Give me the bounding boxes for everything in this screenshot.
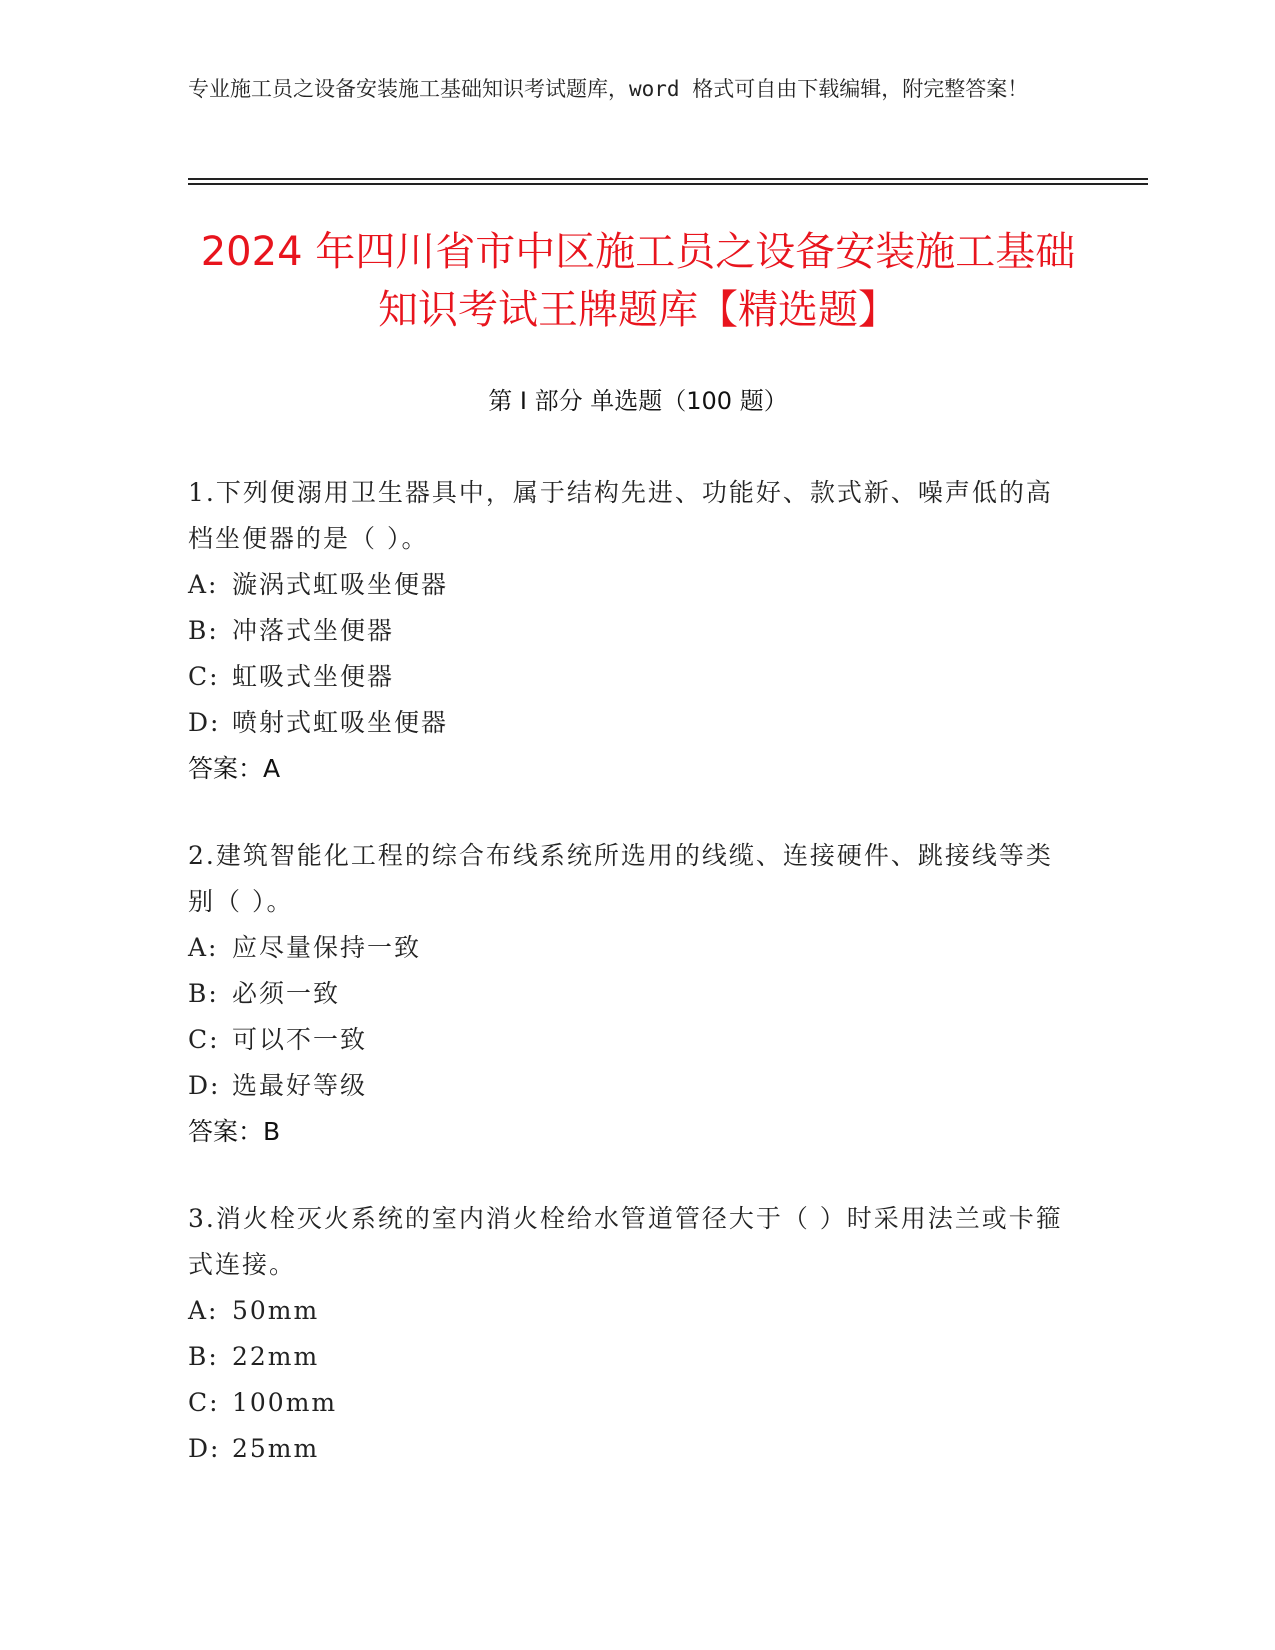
option-b [188, 1334, 1068, 1380]
option-text: 必须一致 [232, 979, 341, 1008]
option-letter: D: [188, 1071, 221, 1100]
option-c [188, 654, 1068, 700]
option-c [188, 1017, 1068, 1063]
option-letter: A: [188, 933, 219, 962]
option-letter: A: [188, 570, 219, 599]
option-letter: C: [188, 662, 220, 691]
option-text: 50mm [232, 1296, 320, 1325]
option-letter: C: [188, 1388, 220, 1417]
option-letter: B: [188, 616, 219, 645]
header-divider-top [188, 178, 1148, 180]
option-a [188, 925, 1068, 971]
question-3 [188, 1196, 1068, 1472]
option-letter: D: [188, 1434, 221, 1463]
option-letter: B: [188, 979, 219, 1008]
option-letter: D: [188, 708, 221, 737]
option-text: 可以不一致 [232, 1025, 368, 1054]
option-text: 25mm [232, 1434, 320, 1463]
option-a [188, 562, 1068, 608]
option-text: 应尽量保持一致 [232, 933, 422, 962]
section-heading: 第 I 部分 单选题（100 题） [488, 387, 788, 415]
option-d [188, 700, 1068, 746]
question-2 [188, 833, 1068, 1155]
option-letter: C: [188, 1025, 220, 1054]
question-stem: 1.下列便溺用卫生器具中，属于结构先进、功能好、款式新、噪声低的高档坐便器的是（ ）。 [188, 478, 1053, 553]
option-text: 虹吸式坐便器 [232, 662, 395, 691]
answer: 答案：A [188, 754, 281, 783]
option-b [188, 608, 1068, 654]
document-title: 2024 年四川省市中区施工员之设备安装施工基础知识考试王牌题库【精选题】 [200, 229, 1076, 333]
question-stem: 3.消火栓灭火系统的室内消火栓给水管道管径大于（ ）时采用法兰或卡箍式连接。 [188, 1204, 1063, 1279]
option-text: 漩涡式虹吸坐便器 [232, 570, 449, 599]
option-letter: B: [188, 1342, 219, 1371]
option-d [188, 1063, 1068, 1109]
option-text: 选最好等级 [232, 1071, 368, 1100]
option-text: 喷射式虹吸坐便器 [232, 708, 449, 737]
header-divider-bottom [188, 183, 1148, 185]
option-text: 100mm [232, 1388, 338, 1417]
option-text: 冲落式坐便器 [232, 616, 395, 645]
question-stem: 2.建筑智能化工程的综合布线系统所选用的线缆、连接硬件、跳接线等类别（ ）。 [188, 841, 1053, 916]
option-c [188, 1380, 1068, 1426]
answer: 答案：B [188, 1117, 281, 1146]
option-letter: A: [188, 1296, 219, 1325]
question-1 [188, 470, 1068, 792]
header-note: 专业施工员之设备安装施工基础知识考试题库，word 格式可自由下载编辑，附完整答案！ [188, 77, 1029, 101]
option-d [188, 1426, 1068, 1472]
option-text: 22mm [232, 1342, 320, 1371]
option-a [188, 1288, 1068, 1334]
option-b [188, 971, 1068, 1017]
